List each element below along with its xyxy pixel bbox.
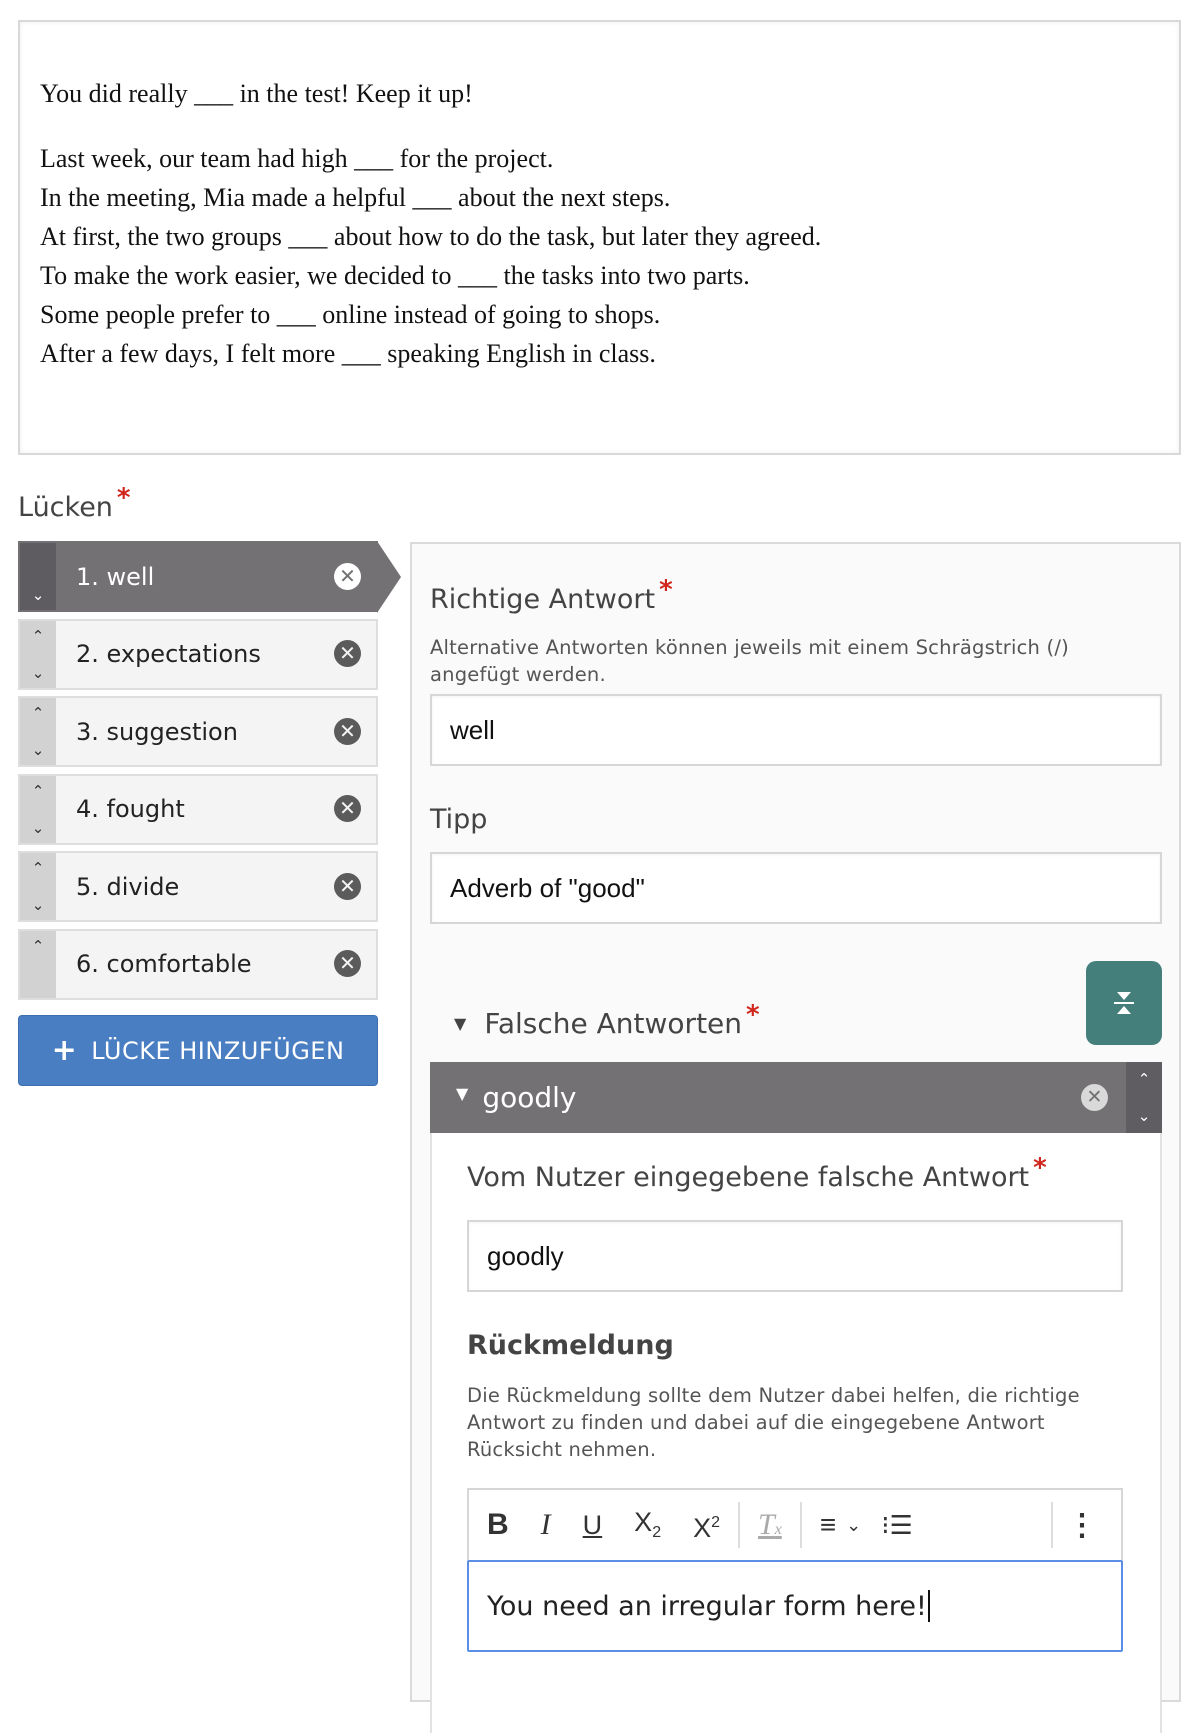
gap-item[interactable] <box>18 541 378 612</box>
italic-icon[interactable]: I <box>540 1508 551 1541</box>
toolbar-separator <box>738 1502 740 1548</box>
more-options-icon[interactable]: ⋮ <box>1067 1508 1097 1542</box>
move-down-icon[interactable]: ⌄ <box>31 741 45 759</box>
collapse-triangle-icon[interactable]: ▼ <box>456 1084 469 1103</box>
clear-format-icon[interactable] <box>758 1508 782 1542</box>
move-up-icon[interactable]: ⌃ <box>31 859 45 877</box>
gap-label[interactable]: 1. well <box>76 562 155 591</box>
move-down-icon[interactable]: ⌄ <box>1137 1107 1151 1125</box>
toolbar-separator <box>1051 1502 1053 1548</box>
align-dropdown-icon[interactable]: ⌄ <box>846 1514 862 1535</box>
add-gap-button[interactable] <box>18 1015 378 1086</box>
underline-icon[interactable]: U <box>582 1509 603 1540</box>
gap-item[interactable] <box>18 619 378 690</box>
collapse-icon <box>1113 990 1135 1016</box>
gap-order-controls <box>20 543 56 610</box>
gap-editor-panel <box>410 542 1181 1702</box>
bold-icon[interactable]: B <box>487 1508 509 1541</box>
gap-order-controls <box>20 931 56 998</box>
remove-icon[interactable]: ✕ <box>1081 1084 1108 1111</box>
gap-list <box>18 541 378 1006</box>
gap-order-controls <box>20 621 56 688</box>
subscript-small: 2 <box>652 1524 662 1542</box>
remove-icon[interactable]: ✕ <box>334 718 361 745</box>
tip-title: Tipp <box>430 804 488 835</box>
wrong-answer-order-controls <box>1126 1062 1162 1133</box>
gap-item[interactable] <box>18 774 378 845</box>
feedback-description: Die Rückmeldung sollte dem Nutzer dabei helfen, die richtige Antwort zu finden und dabei auf die eingegebene Antwort Rücksicht nehmen. <box>467 1384 1080 1461</box>
align-icon[interactable]: ≡ <box>819 1509 837 1540</box>
rich-text-toolbar <box>467 1488 1123 1560</box>
add-gap-label: LÜCKE HINZUFÜGEN <box>91 1036 345 1065</box>
feedback-text: You need an irregular form here! <box>487 1590 927 1622</box>
remove-icon[interactable]: ✕ <box>334 563 361 590</box>
move-up-icon[interactable]: ⌃ <box>31 781 45 800</box>
wrong-answer-header[interactable] <box>430 1062 1162 1133</box>
toolbar-separator <box>800 1502 802 1548</box>
gap-order-controls <box>20 853 56 920</box>
collapse-triangle-icon[interactable]: ▼ <box>454 1014 467 1033</box>
wrong-answers-title[interactable] <box>454 1000 760 1040</box>
remove-icon[interactable]: ✕ <box>334 873 361 900</box>
text-preview <box>18 20 1181 455</box>
move-down-icon[interactable]: ⌄ <box>31 818 45 837</box>
remove-icon[interactable]: ✕ <box>334 795 361 822</box>
move-up-icon[interactable]: ⌃ <box>31 936 45 955</box>
text-cursor <box>928 1590 930 1622</box>
feedback-editor[interactable] <box>467 1560 1123 1652</box>
collapse-all-button[interactable] <box>1086 961 1162 1045</box>
preview-line: Last week, our team had high ___ for the project. <box>40 144 554 173</box>
gap-order-controls <box>20 776 56 843</box>
preview-line: In the meeting, Mia made a helpful ___ about the next steps. <box>40 183 671 212</box>
move-up-icon[interactable]: ⌃ <box>31 626 45 645</box>
move-down-icon[interactable]: ⌄ <box>31 896 45 914</box>
preview-line: After a few days, I felt more ___ speaking English in class. <box>40 339 656 368</box>
wrong-answer-input[interactable]: goodly <box>467 1220 1123 1292</box>
gap-label[interactable]: 2. expectations <box>76 640 261 668</box>
move-up-icon[interactable]: ⌃ <box>1137 1070 1151 1088</box>
gap-order-controls <box>20 698 56 765</box>
superscript-small: 2 <box>711 1513 721 1531</box>
move-up-icon[interactable]: ⌃ <box>31 704 45 722</box>
required-mark: * <box>116 483 131 513</box>
superscript-icon[interactable] <box>693 1507 720 1544</box>
correct-answer-input[interactable]: well <box>430 694 1162 766</box>
gap-item[interactable] <box>18 696 378 767</box>
subscript-glyph: X <box>634 1506 653 1537</box>
required-mark: * <box>659 575 673 605</box>
correct-answer-description: Alternative Antworten können jeweils mit einem Schrägstrich (/) angefügt werden. <box>430 636 1069 686</box>
correct-answer-title-text: Richtige Antwort <box>430 584 656 615</box>
wrong-answers-title-text: Falsche Antworten <box>484 1007 743 1040</box>
gap-label[interactable]: 5. divide <box>76 872 180 901</box>
tip-input[interactable]: Adverb of "good" <box>430 852 1162 924</box>
move-down-icon[interactable]: ⌄ <box>31 586 45 604</box>
remove-icon[interactable]: ✕ <box>334 640 361 667</box>
plus-icon: + <box>51 1033 78 1068</box>
gaps-title <box>18 483 131 523</box>
wrong-answer-name: goodly <box>482 1081 577 1114</box>
gap-item[interactable] <box>18 851 378 922</box>
superscript-glyph: X <box>693 1512 712 1543</box>
subscript-icon[interactable] <box>634 1507 661 1543</box>
clear-format-small: x <box>774 1521 782 1538</box>
preview-line: Some people prefer to ___ online instead of going to shops. <box>40 300 661 329</box>
wrong-input-title-text: Vom Nutzer eingegebene falsche Antwort <box>467 1162 1030 1193</box>
gap-label[interactable]: 4. fought <box>76 795 185 823</box>
gap-item[interactable] <box>18 929 378 1000</box>
gap-label[interactable]: 3. suggestion <box>76 717 238 746</box>
required-mark: * <box>1033 1153 1047 1183</box>
correct-answer-title <box>430 575 673 615</box>
clear-format-glyph: T <box>758 1508 775 1541</box>
required-mark: * <box>746 1000 760 1030</box>
gap-label[interactable]: 6. comfortable <box>76 950 252 978</box>
preview-line: At first, the two groups ___ about how to do the task, but later they agreed. <box>40 222 822 251</box>
feedback-title: Rückmeldung <box>467 1330 674 1361</box>
remove-icon[interactable]: ✕ <box>334 950 361 977</box>
gaps-title-text: Lücken <box>18 492 113 523</box>
move-down-icon[interactable]: ⌄ <box>31 663 45 682</box>
preview-line: To make the work easier, we decided to ___ the tasks into two parts. <box>40 261 750 290</box>
wrong-input-title <box>467 1153 1047 1193</box>
bullet-list-icon[interactable]: ⁝☰ <box>881 1509 913 1540</box>
preview-line: You did really ___ in the test! Keep it up! <box>40 79 473 108</box>
